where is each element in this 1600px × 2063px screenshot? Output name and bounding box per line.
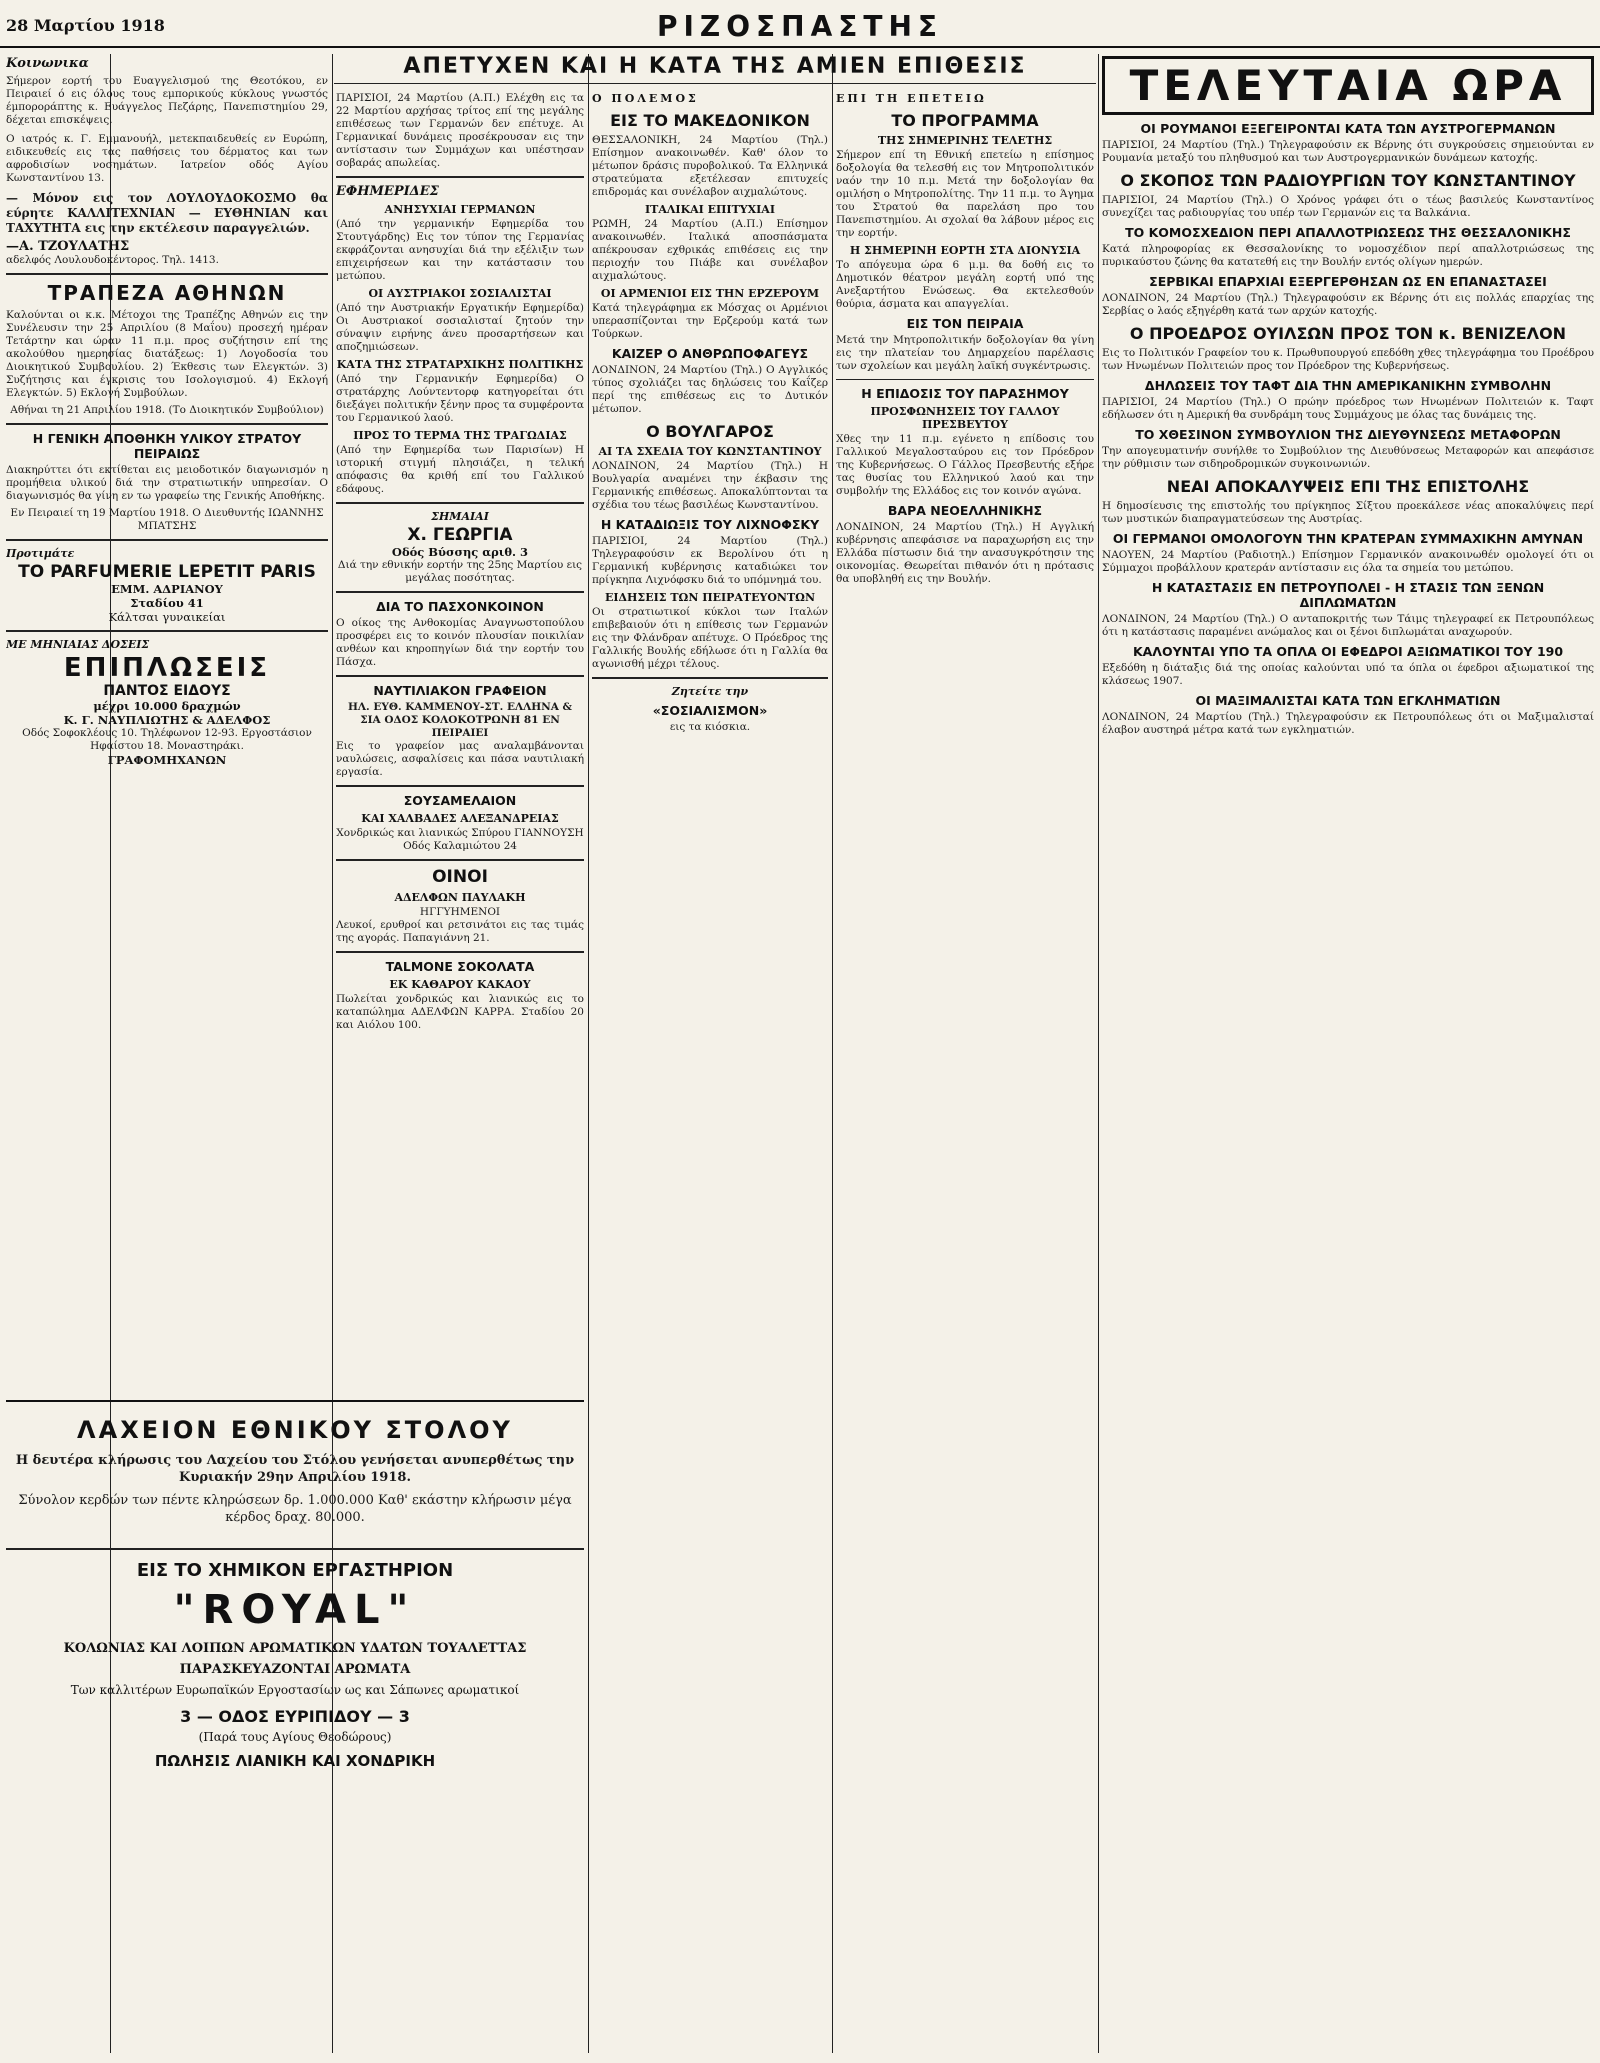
reservists-text: Εξεδόθη η διάταξις διά της οποίας καλούνται υπό τα όπλα οι έφεδροι αξιωματικοί της κλάσεως 1907.	[1102, 662, 1594, 687]
bulgarian-text: ΛΟΝΔΙΝΟΝ, 24 Μαρτίου (Τηλ.) Η Βουλγαρία αναμένει την έκβασιν της Γερμανικής επιθέσεως. Αποκαλύπτονται τα σχέδια του τέως βασιλέως Κωνσταντίνου.	[592, 460, 828, 511]
serbia-text: ΛΟΝΔΙΝΟΝ, 24 Μαρτίου (Τηλ.) Τηλεγραφούσιν εκ Βέρνης ότι εις πολλάς επαρχίας της Σερβίας ο λαός εξηγέρθη κατά των αρχών κατοχής.	[1102, 292, 1594, 317]
burden-text: ΛΟΝΔΙΝΟΝ, 24 Μαρτίου (Τηλ.) Η Αγγλική κυβέρνησις απεφάσισε να παραχωρήση εις την Ελλάδα πίστωσιν διά την ανασυγκρότησιν της οικονομίας. Θεωρείται πιθανόν ότι η πρότασις θα υποβληθή εις την Βουλήν.	[836, 521, 1094, 585]
column-rule	[588, 54, 589, 2053]
flags-address: Οδός Βύσσης αριθ. 3	[391, 545, 529, 559]
bulgarian-sub: ΑΙ ΤΑ ΣΧΕΔΙΑ ΤΟΥ ΚΩΝΣΤΑΝΤΙΝΟΥ	[598, 445, 822, 458]
wilson-text: Εις το Πολιτικόν Γραφείον του κ. Πρωθυπουργού επεδόθη χθες τηλεγράφημα του Προέδρου των Ηνωμένων Πολιτειών προς τον Πρόεδρον της Κυβερνήσεως.	[1102, 347, 1594, 372]
perfume-kicker: Προτιμάτε	[6, 547, 75, 560]
petrograd-title: Η ΚΑΤΑΣΤΑΣΙΣ ΕΝ ΠΕΤΡΟΥΠΟΛΕΙ - Η ΣΤΑΣΙΣ ΤΩΝ ΞΕΝΩΝ ΔΙΠΛΩΜΑΤΩΝ	[1151, 580, 1545, 610]
florist-name: —Α. ΤΖΟΥΛΑΤΗΣ	[6, 239, 130, 254]
royal-line-3: Των καλλιτέρων Ευρωπαϊκών Εργοστασίων ως και Σάπωνες αρωματικοί	[70, 1683, 520, 1697]
german-defense-title: ΟΙ ΓΕΡΜΑΝΟΙ ΟΜΟΛΟΓΟΥΝ ΤΗΝ ΚΡΑΤΕΡΑΝ ΣΥΜΜΑΧΙΚΗΝ ΑΜΥΝΑΝ	[1112, 531, 1584, 546]
taft-title: ΔΗΛΩΣΕΙΣ ΤΟΥ ΤΑΦΤ ΔΙΑ ΤΗΝ ΑΜΕΡΙΚΑΝΙΚΗΝ ΣΥΜΒΟΛΗΝ	[1144, 378, 1552, 393]
piraeus-text: Μετά την Μητροπολιτικήν δοξολογίαν θα γίνη εις την πλατείαν του Δημαρχείου παρέλασις των σχολείων και μεγάλη λαϊκή συγκέντρωσις.	[836, 334, 1094, 372]
wine-sub: ΗΓΓΥΗΜΕΝΟΙ	[419, 906, 501, 918]
issue-date: 28 Μαρτίου 1918	[6, 16, 165, 35]
maximalists-title: ΟΙ ΜΑΞΙΜΑΛΙΣΤΑΙ ΚΑΤΑ ΤΩΝ ΕΓΚΛΗΜΑΤΙΩΝ	[1195, 693, 1501, 708]
press-4-text: (Από την Εφημερίδα των Παρισίων) Η ιστορική στιγμή πλησιάζει, η τελική απόφασις θα κριθή επί του Γαλλικού εδάφους.	[336, 444, 584, 495]
serbia-title: ΣΕΡΒΙΚΑΙ ΕΠΑΡΧΙΑΙ ΕΞΕΡΓΕΡΘΗΣΑΝ ΩΣ ΕΝ ΕΠΑΝΑΣΤΑΣΕΙ	[1149, 274, 1547, 289]
kaiser-text: ΛΟΝΔΙΝΟΝ, 24 Μαρτίου (Τηλ.) Ο Αγγλικός τύπος σχολιάζει τας δηλώσεις του Καΐζερ περί της επιθέσεως εις το Δυτικόν μέτωπον.	[592, 364, 828, 415]
footer-sub: εις τα κιόσκια.	[669, 721, 751, 733]
royal-name: "ROYAL"	[173, 1587, 417, 1633]
lichnowsky-title: Η ΚΑΤΑΔΙΩΞΙΣ ΤΟΥ ΛΙΧΝΟΦΣΚΥ	[600, 517, 820, 532]
program-text: Σήμερον επί τη Εθνική επετείω η επίσημος δοξολογία θα τελεσθή εις τον Μητροπολιτικόν ναόν την 10 π.μ. Μετά την δοξολογίαν θα ομιλήση ο Μητροπολίτης. Την 11 π.μ. το Άγημα του Στρατού θα παρελάση προ του Πανεπιστημίου. Αι σχολαί θα λάβουν μέρος εις την εορτήν.	[836, 149, 1094, 239]
column-1	[6, 54, 328, 1444]
letter-text: Η δημοσίευσις της επιστολής του πρίγκηπος Σίξτου προεκάλεσε νέας αποκαλύψεις περί των μυστικών διαπραγματεύσεων της Αυστρίας.	[1102, 500, 1594, 525]
festival-text: Το απόγευμα ώρα 6 μ.μ. θα δοθή εις το Δημοτικόν θέατρον μεγάλη εορτή υπό της Ανεξαρτήτου Ενώσεως. Θα εκτελεσθούν θούρια, άσματα και απαγγελίαι.	[836, 259, 1094, 310]
burden-title: ΒΑΡΑ ΝΕΟΕΛΛΗΝΙΚΗΣ	[887, 503, 1043, 518]
thessaloniki-title: ΤΟ ΚΟΜΟΣΧΕΔΙΟΝ ΠΕΡΙ ΑΠΑΛΛΟΤΡΙΩΣΕΩΣ ΤΗΣ ΘΕΣΣΑΛΟΝΙΚΗΣ	[1125, 225, 1571, 240]
transport-text: Την απογευματινήν συνήλθε το Συμβούλιον της Διευθύνσεως Μεταφορών και απεφάσισε την ρύθμισιν των σιδηροδρομικών συγκοινωνιών.	[1102, 445, 1594, 470]
press-3-title: ΚΑΤΑ ΤΗΣ ΣΤΡΑΤΑΡΧΙΚΗΣ ΠΟΛΙΤΙΚΗΣ	[336, 358, 584, 371]
macedonia-text: ΘΕΣΣΑΛΟΝΙΚΗ, 24 Μαρτίου (Τηλ.) Επίσημον ανακοινωθέν. Καθ' όλον το μέτωπον δράσις πυροβολικού. Τα Ελληνικά στρατεύματα εξετέλεσαν επιτυχείς επιδρομάς και συνέλαβον αιχμαλώτους.	[592, 134, 828, 198]
masthead-bar	[0, 6, 1600, 48]
lead-story: ΠΑΡΙΣΙΟΙ, 24 Μαρτίου (Α.Π.) Ελέχθη εις τα 22 Μαρτίου αρχήσας τρίτος επί της μεγάλης επιθέσεως των Γερμανών δεν επέτυχε. Αι Γερμανικαί δυνάμεις προσέκρουσαν εις την αντίστασιν των Συμμάχων και υπέστησαν σοβαράς απωλείας.	[336, 92, 584, 169]
column-rule	[832, 54, 833, 2053]
column-rule	[1098, 54, 1099, 2053]
reservists-title: ΚΑΛΟΥΝΤΑΙ ΥΠΟ ΤΑ ΟΠΛΑ ΟΙ ΕΦΕΔΡΟΙ ΑΞΙΩΜΑΤΙΚΟΙ ΤΟΥ 190	[1132, 644, 1564, 659]
furniture-title: ΕΠΙΠΛΩΣΕΙΣ	[63, 653, 271, 683]
column-3	[592, 92, 828, 2052]
bank-sign: Αθήναι τη 21 Απριλίου 1918. (Το Διοικητικόν Συμβούλιον)	[10, 404, 324, 416]
lottery-title: ΛΑΧΕΙΟΝ ΕΘΝΙΚΟΥ ΣΤΟΛΟΥ	[77, 1416, 513, 1444]
royal-note: (Παρά τους Αγίους Θεοδώρους)	[198, 1730, 392, 1744]
bulgarian-title: Ο ΒΟΥΛΓΑΡΟΣ	[646, 422, 774, 441]
front-banner: ΑΠΕΤΥΧΕΝ ΚΑΙ Η ΚΑΤΑ ΤΗΣ ΑΜΙΕΝ ΕΠΙΘΕΣΙΣ	[334, 54, 1096, 84]
footer-kicker: Ζητείτε την	[671, 685, 749, 698]
lottery-text: Η δευτέρα κλήρωσις του Λαχείου του Στόλου γενήσεται ανυπερθέτως την Κυριακήν 29ην Απριλίου 1918.	[15, 1453, 575, 1485]
german-defense-text: ΝΑΟΥΕΝ, 24 Μαρτίου (Ραδιοτηλ.) Επίσημον Γερμανικόν ανακοινωθέν ομολογεί ότι οι Σύμμαχοι προβάλλουν κρατεράν αντίστασιν εις όλα τα σημεία του μετώπου.	[1102, 549, 1594, 574]
furniture-firm: Κ. Γ. ΝΑΥΠΛΙΩΤΗΣ & ΑΔΕΛΦΟΣ	[63, 713, 271, 727]
press-2-text: (Από την Αυστριακήν Εργατικήν Εφημερίδα) Οι Αυστριακοί σοσιαλισταί ζητούν την σύναψιν ειρήνης άνευ προσαρτήσεων και αποζημιώσεων.	[336, 302, 584, 353]
thessaloniki-text: Κατά πληροφορίας εκ Θεσσαλονίκης το νομοσχέδιον περί απαλλοτριώσεως της πυρικαύστου ζώνης θα κατατεθή εις την Βουλήν εντός ολίγων ημερών.	[1102, 243, 1594, 268]
royal-kicker: ΕΙΣ ΤΟ ΧΗΜΙΚΟΝ ΕΡΓΑΣΤΗΡΙΟΝ	[136, 1560, 454, 1581]
anniversary-tag: ΕΠΙ ΤΗ ΕΠΕΤΕΙΩ	[836, 92, 987, 105]
constantine-title: Ο ΣΚΟΠΟΣ ΤΩΝ ΡΑΔΙΟΥΡΓΙΩΝ ΤΟΥ ΚΩΝΣΤΑΝΤΙΝΟΥ	[1120, 171, 1576, 190]
program-title: ΤΟ ΠΡΟΓΡΑΜΜΑ	[891, 111, 1039, 130]
press-4-title: ΠΡΟΣ ΤΟ ΤΕΡΜΑ ΤΗΣ ΤΡΑΓΩΔΙΑΣ	[353, 429, 567, 442]
armenian-text: Κατά τηλεγράφημα εκ Μόσχας οι Αρμένιοι υπερασπίζονται την Ερζερούμ κατά των Τούρκων.	[592, 302, 828, 340]
chocolate-title: TALMONE ΣΟΚΟΛΑΤΑ	[385, 959, 535, 974]
royal-sub: ΚΟΛΩΝΙΑΣ ΚΑΙ ΛΟΙΠΩΝ ΑΡΩΜΑΤΙΚΩΝ ΥΔΑΤΩΝ ΤΟΥΑΛΕΤΤΑΣ	[63, 1641, 527, 1656]
shipping-sub: ΗΛ. ΕΥΘ. ΚΑΜΜΕΝΟΥ-ΣΤ. ΕΛΛΗΝΑ & ΣΙΑ ΟΔΟΣ ΚΟΛΟΚΟΤΡΩΝΗ 81 ΕΝ ΠΕΙΡΑΙΕΙ	[347, 701, 573, 739]
kaiser-title: ΚΑΙΖΕΡ Ο ΑΝΘΡΩΠΟΦΑΓΕΥΣ	[611, 346, 809, 361]
supply-title: Η ΓΕΝΙΚΗ ΑΠΟΘΗΚΗ ΥΛΙΚΟΥ ΣΤΡΑΤΟΥ ΠΕΙΡΑΙΩΣ	[32, 431, 302, 461]
perfume-owner: ΕΜΜ. ΑΔΡΙΑΝΟΥ	[111, 582, 223, 596]
flags-text: Διά την εθνικήν εορτήν της 25ης Μαρτίου εις μεγάλας ποσότητας.	[337, 559, 583, 584]
furniture-price: μέχρι 10.000 δραχμών	[93, 699, 241, 713]
social-text: Σήμερον εορτή του Ευαγγελισμού της Θεοτόκου, εν Πειραιεί ό εις όλους τους εμπορικούς κύκλους γνωστός έμποροράπτης κ. Ευάγγελος Πεζάρης, Πανεπιστημίου 29, δέχεται επισκέψεις.	[6, 75, 328, 126]
pirates-title: ΕΙΔΗΣΕΙΣ ΤΩΝ ΠΕΙΡΑΤΕΥΟΝΤΩΝ	[604, 591, 816, 604]
royal-line-2: ΠΑΡΑΣΚΕΥΑΖΟΝΤΑΙ ΑΡΩΜΑΤΑ	[179, 1662, 411, 1677]
bottom-ads	[6, 1400, 584, 2052]
supply-text: Διακηρύττει ότι εκτίθεται εις μειοδοτικόν διαγωνισμόν η προμήθεια υλικού διά την στρατιωτικήν υπηρεσίαν. Ο διαγωνισμός θα γίνη εν τω γραφείω της Γενικής Αποθήκης.	[6, 464, 328, 502]
letter-title: ΝΕΑΙ ΑΠΟΚΑΛΥΨΕΙΣ ΕΠΙ ΤΗΣ ΕΠΙΣΤΟΛΗΣ	[1166, 477, 1530, 496]
column-2	[336, 92, 584, 1382]
macedonia-title: ΕΙΣ ΤΟ ΜΑΚΕΔΟΝΙΚΟΝ	[610, 111, 810, 130]
perfume-address: Σταδίου 41	[130, 596, 204, 610]
wine-firm: ΑΔΕΛΦΩΝ ΠΑΥΛΑΚΗ	[394, 891, 526, 904]
easter-text: Ο οίκος της Ανθοκομίας Αναγνωστοπούλου προσφέρει εις το κοινόν πλουσίαν ποικιλίαν ανθέων και κηροπηγίων διά την εορτήν του Πάσχα.	[336, 617, 584, 668]
last-hour-title: ΤΕΛΕΥΤΑΙΑ ΩΡΑ	[1102, 56, 1594, 115]
furniture-sub: ΠΑΝΤΟΣ ΕΙΔΟΥΣ	[103, 683, 231, 699]
supply-sign: Εν Πειραιεί τη 19 Μαρτίου 1918. Ο Διευθυντής ΙΩΑΝΝΗΣ ΜΠΑΤΣΗΣ	[10, 507, 324, 532]
maximalists-text: ΛΟΝΔΙΝΟΝ, 24 Μαρτίου (Τηλ.) Τηλεγραφούσιν εκ Πετρουπόλεως ότι οι Μαξιμαλισταί έλαβον αυστηρά μέτρα κατά των εγκληματιών.	[1102, 711, 1594, 736]
shipping-text: Εις το γραφείον μας αναλαμβάνονται ναυλώσεις, ασφαλίσεις και πάσα ναυτιλιακή εργασία.	[336, 740, 584, 778]
italian-title: ΙΤΑΛΙΚΑΙ ΕΠΙΤΥΧΙΑΙ	[645, 203, 775, 216]
war-section-tag: Ο ΠΟΛΕΜΟΣ	[592, 92, 699, 105]
italian-text: ΡΩΜΗ, 24 Μαρτίου (Α.Π.) Επίσημον ανακοινωθέν. Ιταλικά αποσπάσματα απέκρουσαν εχθρικάς επιθέσεις εις την περιοχήν του Πιάβε και συνέλαβον αιχμαλώτους.	[592, 218, 828, 282]
festival-title: Η ΣΗΜΕΡΙΝΗ ΕΟΡΤΗ ΣΤΑ ΔΙΟΝΥΣΙΑ	[849, 244, 1081, 257]
furniture-address: Οδός Σοφοκλέους 10. Τηλέφωνον 12-93. Εργοστάσιον Ηφαίστου 18. Μοναστηράκι.	[22, 727, 312, 752]
press-label: ΕΦΗΜΕΡΙΔΕΣ	[336, 184, 439, 199]
lottery-prize: Σύνολον κερδών των πέντε κληρώσεων δρ. 1.000.000 Καθ' εκάστην κλήρωσιν μέγα κέρδος δραχ. 80.000.	[18, 1493, 572, 1525]
halva-firm: Χονδρικώς και λιανικώς Σπύρου ΓΙΑΝΝΟΥΣΗ	[336, 827, 584, 839]
royal-address: 3 — ΟΔΟΣ ΕΥΡΙΠΙΔΟΥ — 3	[180, 1707, 410, 1726]
wilson-title: Ο ΠΡΟΕΔΡΟΣ ΟΥΙΛΣΩΝ ΠΡΟΣ ΤΟΝ κ. ΒΕΝΙΖΕΛΟΝ	[1129, 324, 1567, 343]
piraeus-title: ΕΙΣ ΤΟΝ ΠΕΙΡΑΙΑ	[906, 316, 1024, 331]
halva-address: Οδός Καλαμιώτου 24	[403, 840, 517, 852]
easter-title: ΔΙΑ ΤΟ ΠΑΣΧΟΝΚΟΙΝΟΝ	[376, 599, 544, 614]
bank-title: ΤΡΑΠΕΖΑ ΑΘΗΝΩΝ	[47, 281, 287, 305]
press-1-title: ΑΝΗΣΥΧΙΑΙ ΓΕΡΜΑΝΩΝ	[384, 203, 536, 216]
florist-ad: — Μόνον εις τον ΛΟΥΛΟΥΔΟΚΟΣΜΟ θα εύρητε ΚΑΛΛΙΤΕΧΝΙΑΝ — ΕΥΘΗΝΙΑΝ και ΤΑΧΥΤΗΤΑ εις την εκτέλεσιν παραγγελιών.	[6, 191, 328, 235]
wine-title: ΟΙΝΟΙ	[432, 867, 488, 887]
chocolate-sub: ΕΚ ΚΑΘΑΡΟΥ ΚΑΚΑΟΥ	[389, 978, 531, 991]
furniture-kicker: ΜΕ ΜΗΝΙΑΙΑΣ ΔΟΣΕΙΣ	[6, 638, 150, 651]
taft-text: ΠΑΡΙΣΙΟΙ, 24 Μαρτίου (Τηλ.) Ο πρώην πρόεδρος των Ηνωμένων Πολιτειών κ. Ταφτ εδήλωσεν ότι η Αμερική θα συνδράμη τους Συμμάχους με όλας τας δυνάμεις της.	[1102, 396, 1594, 421]
press-1-text: (Από την γερμανικήν Εφημερίδα του Στουτγάρδης) Εις τον τύπον της Γερμανίας εκφράζονται ανησυχίαι διά την εξέλιξιν των επιχειρήσεων και την κατάστασιν του μετώπου.	[336, 218, 584, 282]
footer-title: «ΣΟΣΙΑΛΙΣΜΟΝ»	[652, 703, 768, 718]
romanians-text: ΠΑΡΙΣΙΟΙ, 24 Μαρτίου (Τηλ.) Τηλεγραφούσιν εκ Βέρνης ότι συγκρούσεις σημειούνται εν Ρουμανία μεταξύ του πληθυσμού και των Αυστρογερμανικών δυνάμεων κατοχής.	[1102, 139, 1594, 164]
shipping-title: ΝΑΥΤΙΛΙΑΚΟΝ ΓΡΑΦΕΙΟΝ	[373, 683, 547, 698]
furniture-last: ΓΡΑΦΟΜΗΧΑΝΩΝ	[107, 753, 227, 767]
florist-sub: αδελφός Λουλουδοκέντορος. Τηλ. 1413.	[6, 254, 219, 266]
flags-name: Χ. ΓΕΩΡΓΙΑ	[407, 525, 513, 545]
masthead-title: ΡΙΖΟΣΠΑΣΤΗΣ	[656, 10, 944, 43]
medal-title: Η ΕΠΙΔΟΣΙΣ ΤΟΥ ΠΑΡΑΣΗΜΟΥ	[861, 386, 1069, 401]
column-4	[836, 92, 1094, 2052]
constantine-text: ΠΑΡΙΣΙΟΙ, 24 Μαρτίου (Τηλ.) Ο Χρόνος γράφει ότι ο τέως βασιλεύς Κωνσταντίνος συνεχίζει τας ραδιουργίας του υπέρ των Γερμανών εις τα Βαλκάνια.	[1102, 194, 1594, 219]
program-sub: ΤΗΣ ΣΗΜΕΡΙΝΗΣ ΤΕΛΕΤΗΣ	[877, 134, 1053, 147]
social-label: Κοινωνικα	[6, 56, 89, 71]
ambassador-title: ΠΡΟΣΦΩΝΗΣΕΙΣ ΤΟΥ ΓΑΛΛΟΥ ΠΡΕΣΒΕΥΤΟΥ	[870, 405, 1060, 431]
flags-kicker: ΣΗΜΑΙΑΙ	[431, 510, 489, 523]
halva-sub: ΚΑΙ ΧΑΛΒΑΔΕΣ ΑΛΕΞΑΝΔΡΕΙΑΣ	[361, 812, 559, 825]
column-5	[1102, 54, 1594, 2054]
transport-title: ΤΟ ΧΘΕΣΙΝΟΝ ΣΥΜΒΟΥΛΙΟΝ ΤΗΣ ΔΙΕΥΘΥΝΣΕΩΣ ΜΕΤΑΦΟΡΩΝ	[1135, 427, 1561, 442]
perfume-note: Κάλτσαι γυναικείαι	[108, 610, 226, 624]
pirates-text: Οι στρατιωτικοί κύκλοι των Ιταλών επιβεβαιούν ότι η επίθεσις των Γερμανών εις την Φλάνδραν απέτυχε. Ο Πρόεδρος της Γαλλικής Βουλής εδήλωσε ότι η Γαλλία θα αγωνισθή μέχρι τέλους.	[592, 606, 828, 670]
chocolate-text: Πωλείται χονδρικώς και λιανικώς εις το καταπώλημα ΑΔΕΛΦΩΝ ΚΑΡΡΑ. Σταδίου 20 και Αιόλου 100.	[336, 993, 584, 1031]
royal-sale: ΠΩΛΗΣΙΣ ΛΙΑΝΙΚΗ ΚΑΙ ΧΟΝΔΡΙΚΗ	[154, 1752, 436, 1770]
bank-text: Καλούνται οι κ.κ. Μέτοχοι της Τραπέζης Αθηνών εις την Συνέλευσιν την 25 Απριλίου (8 Μαΐου) προσεχή ημέραν Τετάρτην και ώραν 11 π.μ. προς συζήτησιν επί της ακολούθου ημερησίας διατάξεως: 1) Λογοδοσία του Διοικητικού Συμβουλίου. 2) Έκθεσις των Ελεγκτών. 3) Συζήτησις και έγκρισις του Ισολογισμού. 4) Εκλογή Ελεγκτών. 5) Εκλογή Συμβούλων.	[6, 309, 328, 399]
doctor-notice: Ο ιατρός κ. Γ. Εμμανουήλ, μετεκπαιδευθείς εν Ευρώπη, ειδικευθείς εις τας παθήσεις του δέρματος και των αφροδισίων νοσημάτων. Ιατρείον οδός Αγίου Κωνσταντίνου 13.	[6, 133, 328, 184]
armenian-title: ΟΙ ΑΡΜΕΝΙΟΙ ΕΙΣ ΤΗΝ ΕΡΖΕΡΟΥΜ	[600, 287, 820, 300]
romanians-title: ΟΙ ΡΟΥΜΑΝΟΙ ΕΞΕΓΕΙΡΟΝΤΑΙ ΚΑΤΑ ΤΩΝ ΑΥΣΤΡΟΓΕΡΜΑΝΩΝ	[1140, 121, 1556, 136]
halva-title: ΣΟΥΣΑΜΕΛΑΙΟΝ	[403, 793, 517, 808]
press-2-title: ΟΙ ΑΥΣΤΡΙΑΚΟΙ ΣΟΣΙΑΛΙΣΤΑΙ	[368, 287, 552, 300]
lichnowsky-text: ΠΑΡΙΣΙΟΙ, 24 Μαρτίου (Τηλ.) Τηλεγραφούσιν εκ Βερολίνου ότι η Γερμανική κυβέρνησις καταδιώκει τον πρίγκηπα Λιχνόφσκυ διά το υπόμνημά του.	[592, 535, 828, 586]
press-3-text: (Από την Γερμανικήν Εφημερίδα) Ο στρατάρχης Λούντεντορφ κατηγορείται ότι διεξάγει πολιτικήν ξένην προς τα συμφέροντα του Γερμανικού λαού.	[336, 373, 584, 424]
ambassador-text: Χθες την 11 π.μ. εγένετο η επίδοσις του Γαλλικού Μεγαλοσταύρου εις τον Πρόεδρον της Κυβερνήσεως. Ο Γάλλος Πρεσβευτής εξήρε τας θυσίας του Ελληνικού λαού και την συμβολήν της Ελλάδος εις τον κοινόν αγώνα.	[836, 433, 1094, 497]
petrograd-text: ΛΟΝΔΙΝΟΝ, 24 Μαρτίου (Τηλ.) Ο ανταποκριτής των Τάιμς τηλεγραφεί εκ Πετρουπόλεως ότι η κατάστασις παραμένει ανώμαλος και οι ξένοι διπλωμάται αναχωρούν.	[1102, 613, 1594, 638]
wine-text: Λευκοί, ερυθροί και ρετσινάτοι εις τας τιμάς της αγοράς. Παπαγιάννη 21.	[336, 919, 584, 944]
perfume-name: ΤΟ PARFUMERIE LEPETIT PARIS	[18, 562, 316, 582]
